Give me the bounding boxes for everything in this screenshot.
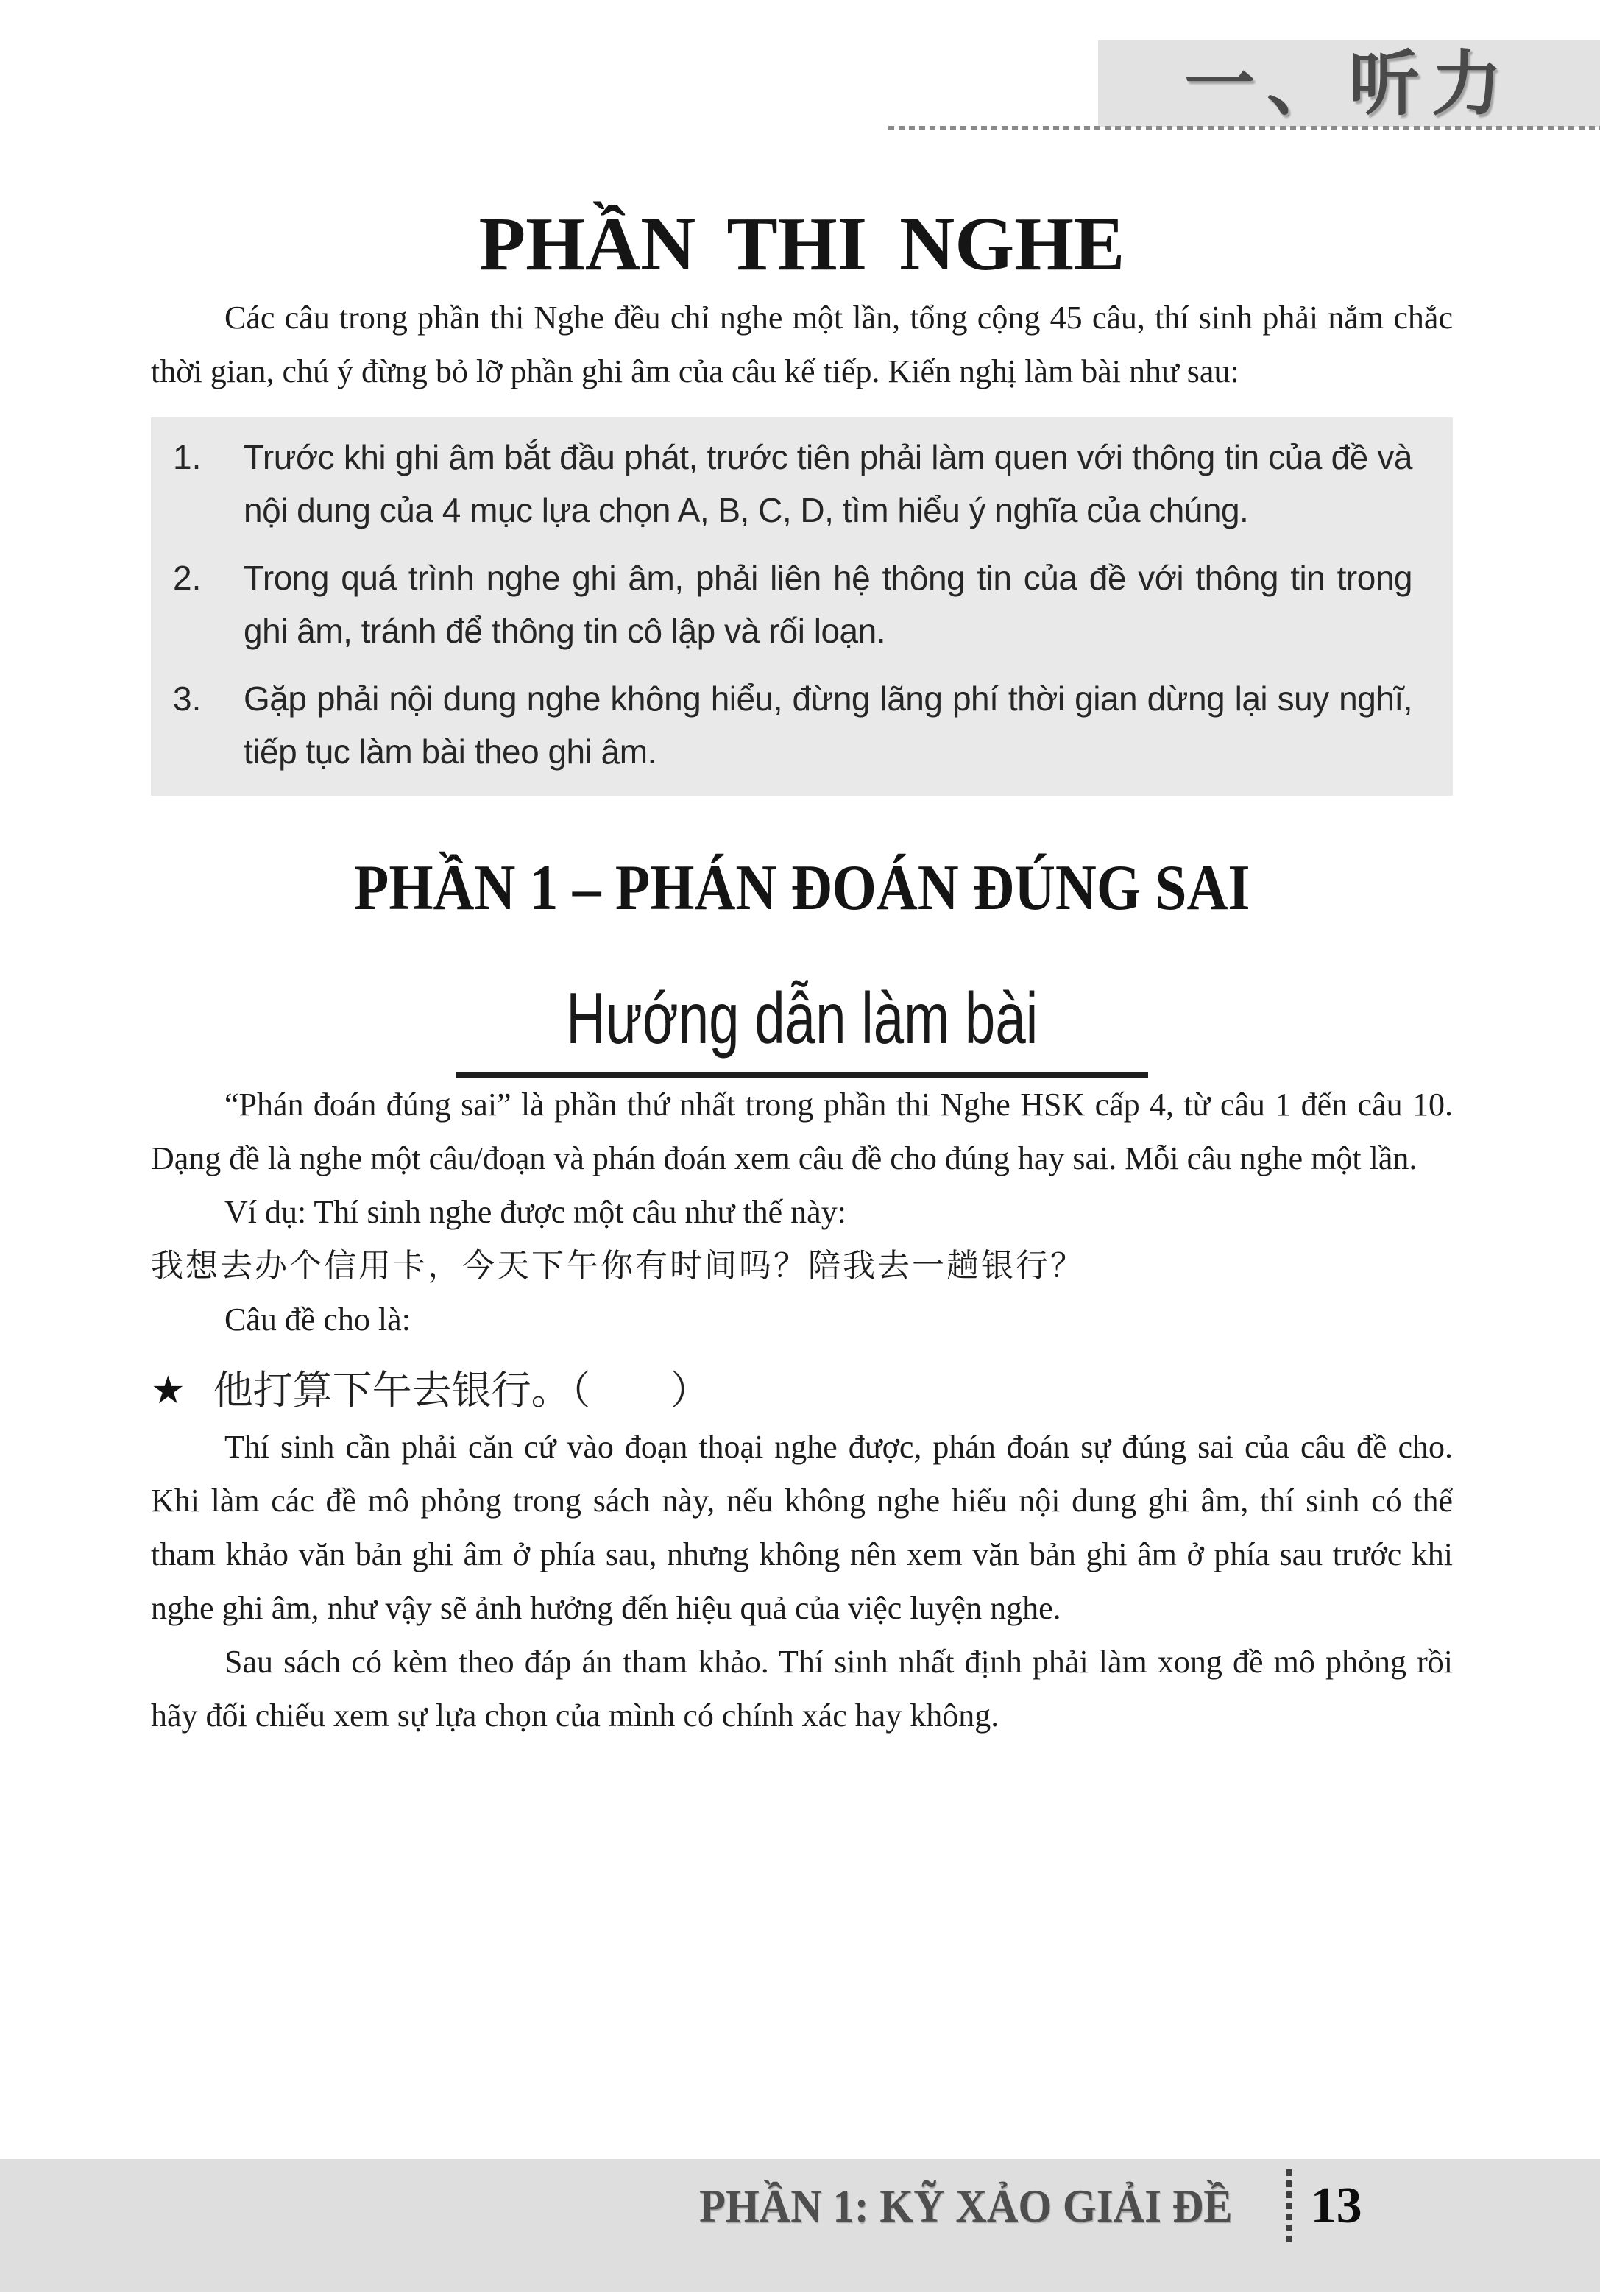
overview-paragraph: “Phán đoán đúng sai” là phần thứ nhất trong phần thi Nghe HSK cấp 4, từ câu 1 đến câu 10. Dạng đề là nghe một câu/đoạn và phán đoán xem câu đề cho đúng hay sai. Mỗi câu nghe một lần. <box>151 1086 1453 1176</box>
answers-paragraph: Sau sách có kèm theo đáp án tham khảo. Thí sinh nhất định phải làm xong đề mô phỏng rồi hãy đối chiếu xem sự lựa chọn của mình có chính xác hay không. <box>151 1643 1453 1734</box>
list-item-number: 2. <box>173 558 202 597</box>
list-item-number: 1. <box>173 437 202 476</box>
list-item <box>173 431 1412 537</box>
footer-section-label: PHẦN 1: KỸ XẢO GIẢI ĐỀ <box>699 2180 1233 2232</box>
list-item <box>173 672 1412 778</box>
page-number: 13 <box>1310 2177 1362 2234</box>
section-subheading-text: Hướng dẫn làm bài <box>565 978 1038 1059</box>
header-dotted-rule <box>888 126 1600 130</box>
subheading-underline <box>456 1072 1148 1078</box>
list-item <box>173 551 1412 657</box>
star-icon: ★ <box>151 1368 185 1413</box>
intro-paragraph: Các câu trong phần thi Nghe đều chỉ nghe một lần, tổng cộng 45 câu, thí sinh phải nắm chắc thời gian, chú ý đừng bỏ lỡ phần ghi âm của câu kế tiếp. Kiến nghị làm bài như sau: <box>151 299 1453 389</box>
example-statement-row <box>151 1361 1453 1420</box>
list-item-number: 3. <box>173 679 202 718</box>
list-item-text: Trước khi ghi âm bắt đầu phát, trước tiên phải làm quen với thông tin của đề và nội dung của 4 mục lựa chọn A, B, C, D, tìm hiểu ý nghĩa của chúng. <box>244 437 1412 529</box>
example-chinese-sentence: 我想去办个信用卡，今天下午你有时间吗？陪我去一趟银行？ <box>151 1246 1085 1285</box>
page-title: PHẦN THI NGHE <box>478 202 1125 286</box>
footer-inner <box>699 2159 1362 2253</box>
chapter-title-calligraphy: 一、听力 <box>1184 42 1514 125</box>
section-heading-text: PHẦN 1 – PHÁN ĐOÁN ĐÚNG SAI <box>353 852 1250 924</box>
footer-band <box>0 2159 1600 2292</box>
example-statement: 他打算下午去银行。（ ） <box>213 1366 710 1413</box>
section-heading <box>151 851 1453 925</box>
example-prompt: Câu đề cho là: <box>224 1301 411 1338</box>
list-item-text: Trong quá trình nghe ghi âm, phải liên hệ thông tin của đề với thông tin trong ghi âm, tránh để thông tin cô lập và rối loạn. <box>244 558 1412 650</box>
list-item-text: Gặp phải nội dung nghe không hiểu, đừng lãng phí thời gian dừng lại suy nghĩ, tiếp tục làm bài theo ghi âm. <box>244 679 1412 771</box>
guidance-paragraph: Thí sinh cần phải căn cứ vào đoạn thoại nghe được, phán đoán sự đúng sai của câu đề cho. Khi làm các đề mô phỏng trong sách này, nếu không nghe hiểu nội dung ghi âm, thí sinh có thể tham khảo văn bản ghi âm ở phía sau, nhưng không nên xem văn bản ghi âm ở phía sau trước khi nghe ghi âm, như vậy sẽ ảnh hưởng đến hiệu quả của việc luyện nghe. <box>151 1428 1453 1626</box>
tips-box <box>151 417 1453 796</box>
footer-dotted-divider <box>1286 2169 1292 2243</box>
section-subheading <box>151 979 1453 1059</box>
example-intro: Ví dụ: Thí sinh nghe được một câu như thế này: <box>224 1193 846 1230</box>
chapter-header-banner <box>1098 40 1600 127</box>
